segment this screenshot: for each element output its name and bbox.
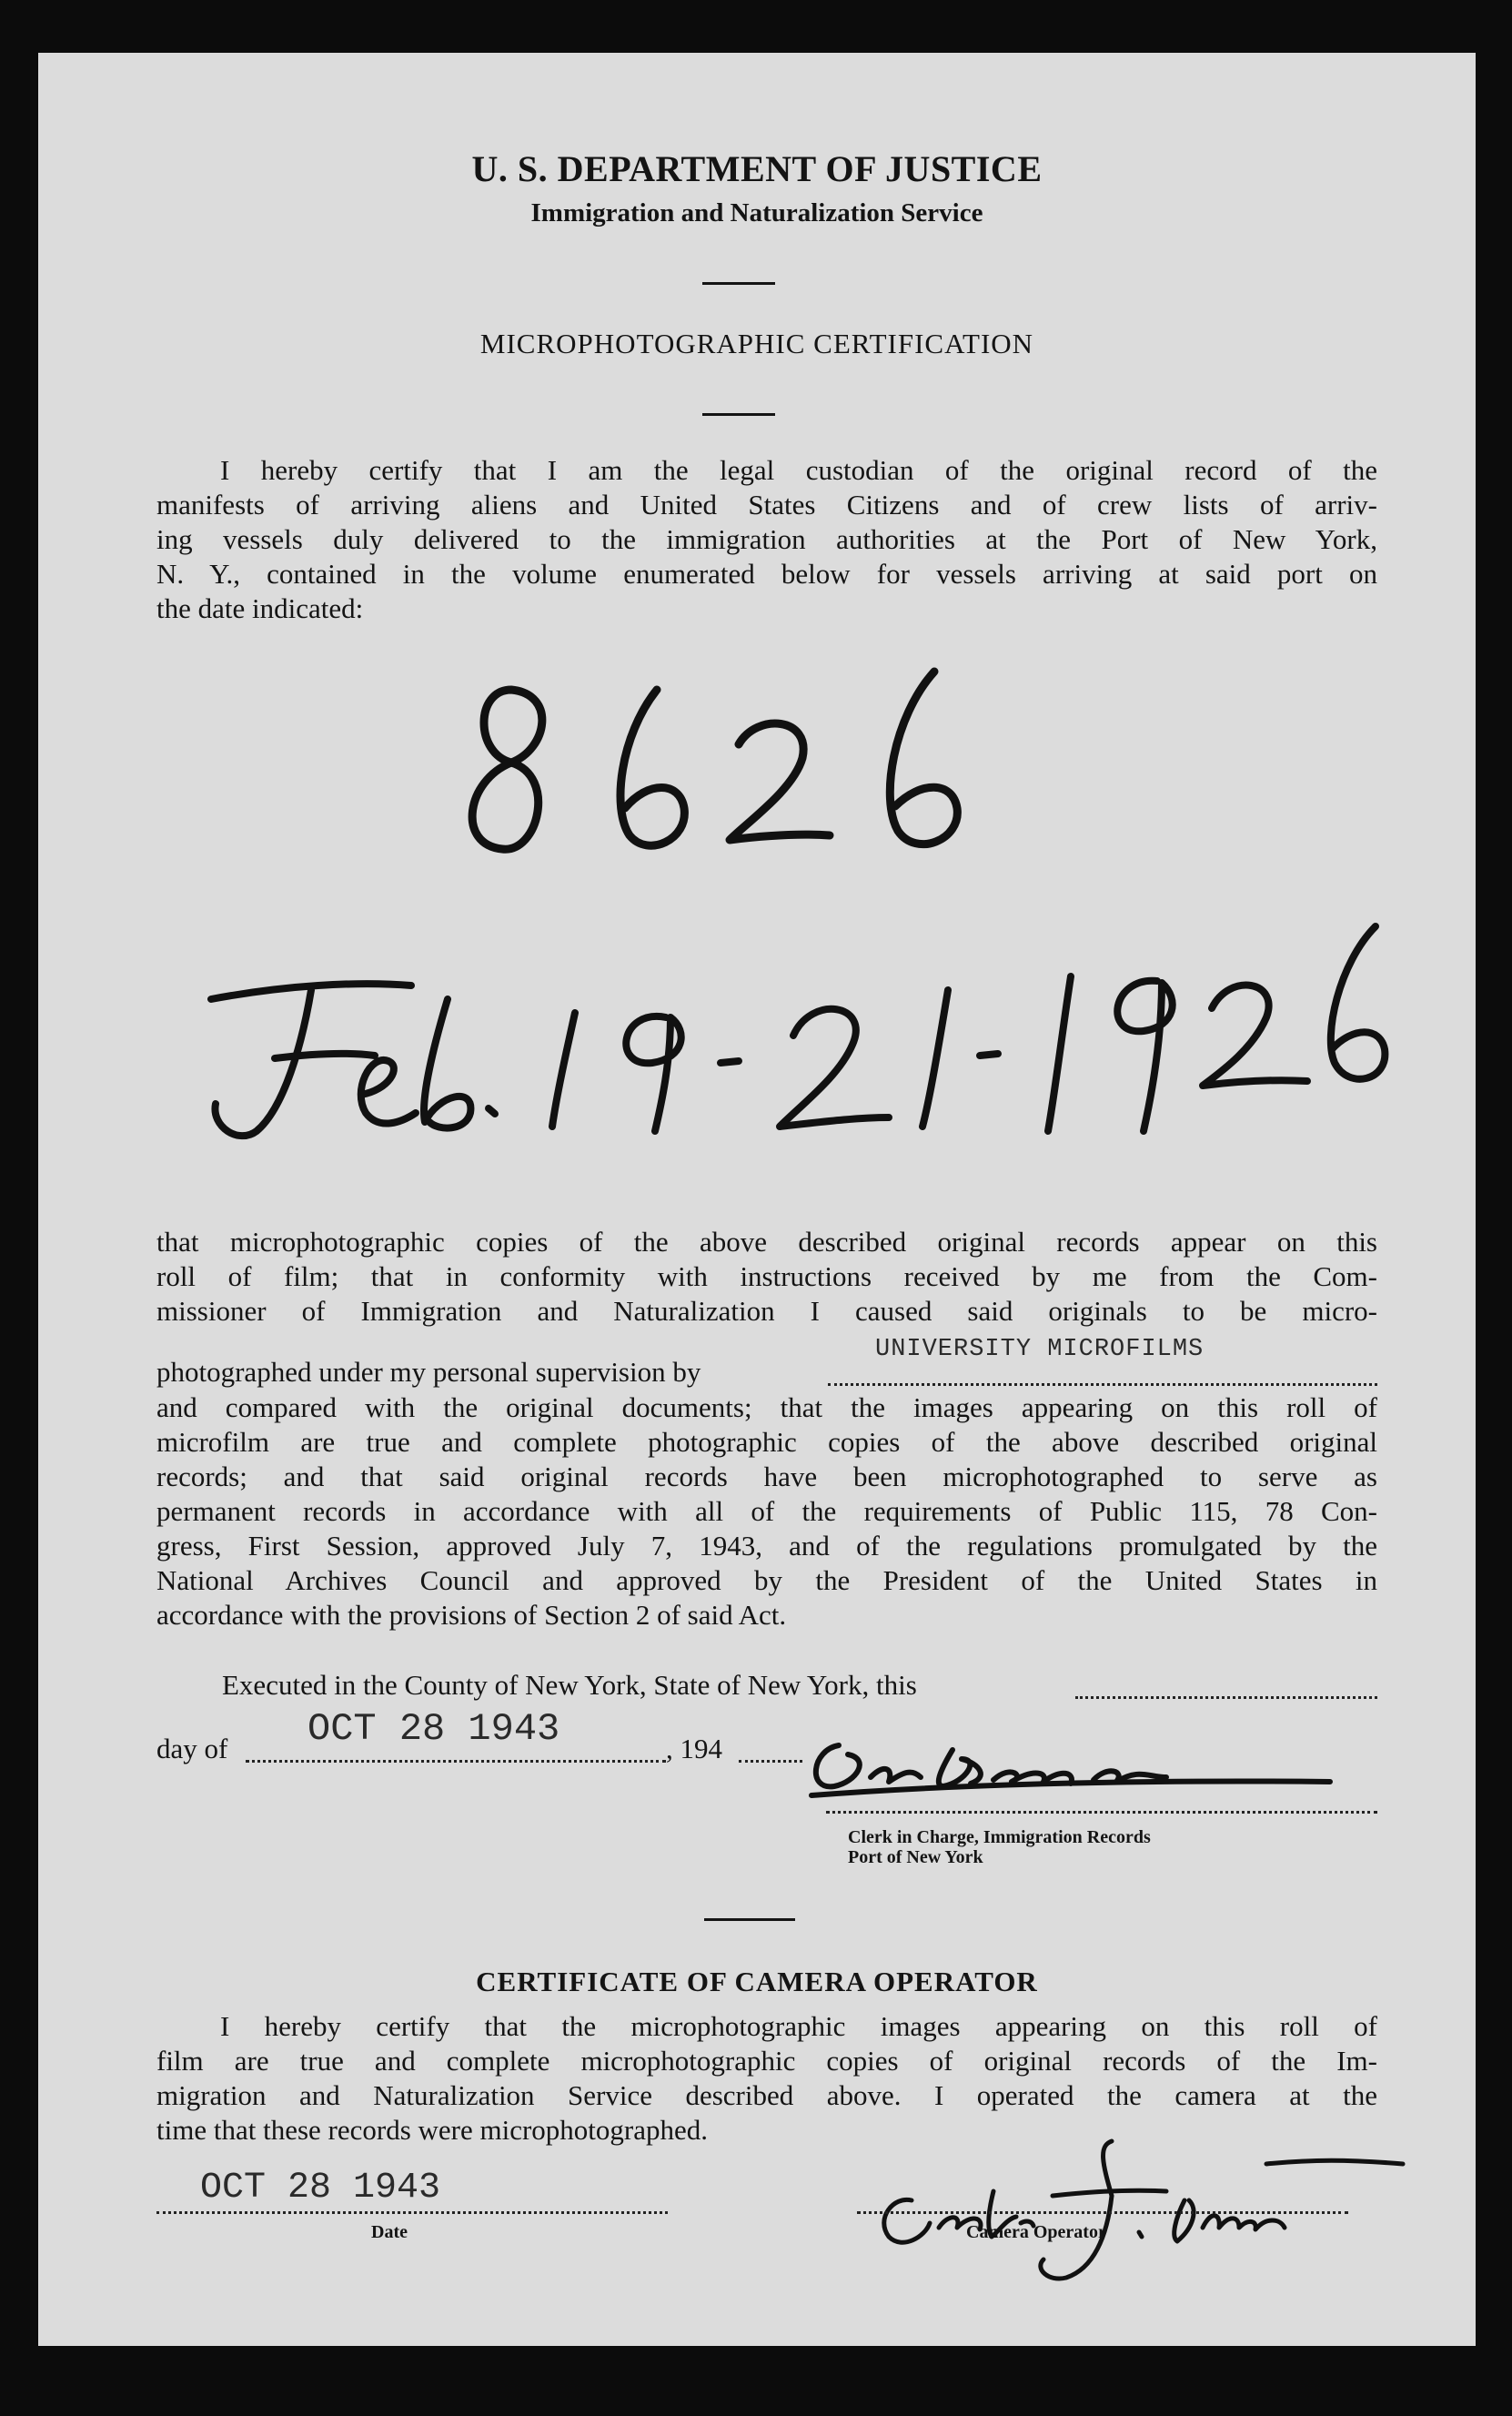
camera-line: migration and Naturalization Service described above. I operated the camera at the [156, 2079, 1377, 2111]
camera-line: time that these records were microphotographed. [156, 2114, 708, 2146]
intro-line: N. Y., contained in the volume enumerated below for vessels arriving at said port on [156, 558, 1377, 590]
operator-signature-line [857, 2211, 1348, 2214]
intro-paragraph [156, 453, 1377, 626]
handwritten-volume-number [438, 653, 1021, 890]
divider [702, 413, 775, 416]
intro-line: I hereby certify that I am the legal custodian of the original record of the [220, 454, 1377, 486]
camera-operator-signature [839, 2109, 1457, 2282]
body-line: accordance with the provisions of Section 2 of said Act. [156, 1599, 787, 1631]
body-line: and compared with the original documents; that the images appearing on this roll of [156, 1391, 1377, 1423]
divider [702, 282, 775, 285]
camera-operator-label: Camera Operator [966, 2222, 1106, 2242]
body-line: records; and that said original records have been microphotographed to serve as [156, 1461, 1377, 1492]
camera-line: film are true and complete microphotographic copies of original records of the Im- [156, 2045, 1377, 2077]
intro-line: ing vessels duly delivered to the immigration authorities at the Port of New York, [156, 523, 1377, 555]
supervisor-fill-line [828, 1383, 1377, 1386]
body-paragraph [156, 1225, 1377, 1329]
clerk-title-line: Port of New York [848, 1847, 983, 1867]
body-paragraph-continued [156, 1390, 1377, 1633]
day-fill-line [1075, 1696, 1377, 1699]
execution-date-stamp: OCT 28 1943 [307, 1707, 560, 1751]
handwritten-date-range [175, 899, 1394, 1172]
date-fill-line [246, 1760, 666, 1763]
body-line: gress, First Session, approved July 7, 1943, and of the regulations promulgated by the [156, 1530, 1377, 1562]
certification-title: MICROPHOTOGRAPHIC CERTIFICATION [479, 328, 1034, 359]
body-line: missioner of Immigration and Naturalization I caused said originals to be micro- [156, 1295, 1377, 1327]
clerk-title [848, 1827, 1151, 1867]
department-heading: U. S. DEPARTMENT OF JUSTICE [471, 148, 1043, 189]
clerk-signature [784, 1727, 1348, 1809]
divider [704, 1918, 795, 1921]
body-line: National Archives Council and approved by the President of the United States in [156, 1564, 1377, 1596]
camera-date-stamp: OCT 28 1943 [200, 2168, 441, 2209]
intro-line: the date indicated: [156, 592, 364, 624]
service-subheading: Immigration and Naturalization Service [530, 198, 983, 227]
body-line: microfilm are true and complete photographic copies of the above described original [156, 1426, 1377, 1458]
day-of-label: day of [156, 1733, 228, 1764]
intro-line: manifests of arriving aliens and United States Citizens and of crew lists of arriv- [156, 489, 1377, 521]
camera-date-line [156, 2211, 668, 2214]
date-label: Date [371, 2222, 408, 2242]
clerk-signature-line [826, 1811, 1377, 1814]
clerk-title-line: Clerk in Charge, Immigration Records [848, 1827, 1151, 1847]
year-prefix: , 194 [666, 1733, 722, 1764]
body-line: permanent records in accordance with all of the requirements of Public 115, 78 Con- [156, 1495, 1377, 1527]
camera-certificate-heading: CERTIFICATE OF CAMERA OPERATOR [476, 1966, 1038, 1997]
body-line: roll of film; that in conformity with instructions received by me from the Com- [156, 1260, 1377, 1292]
certificate-page [38, 53, 1476, 2346]
supervision-label: photographed under my personal supervision by [156, 1356, 701, 1388]
executed-text: Executed in the County of New York, State of New York, this [222, 1669, 917, 1701]
microfilms-stamp: UNIVERSITY MICROFILMS [875, 1336, 1205, 1363]
camera-line: I hereby certify that the microphotographic images appearing on this roll of [220, 2010, 1377, 2042]
body-line: that microphotographic copies of the above described original records appear on this [156, 1226, 1377, 1258]
